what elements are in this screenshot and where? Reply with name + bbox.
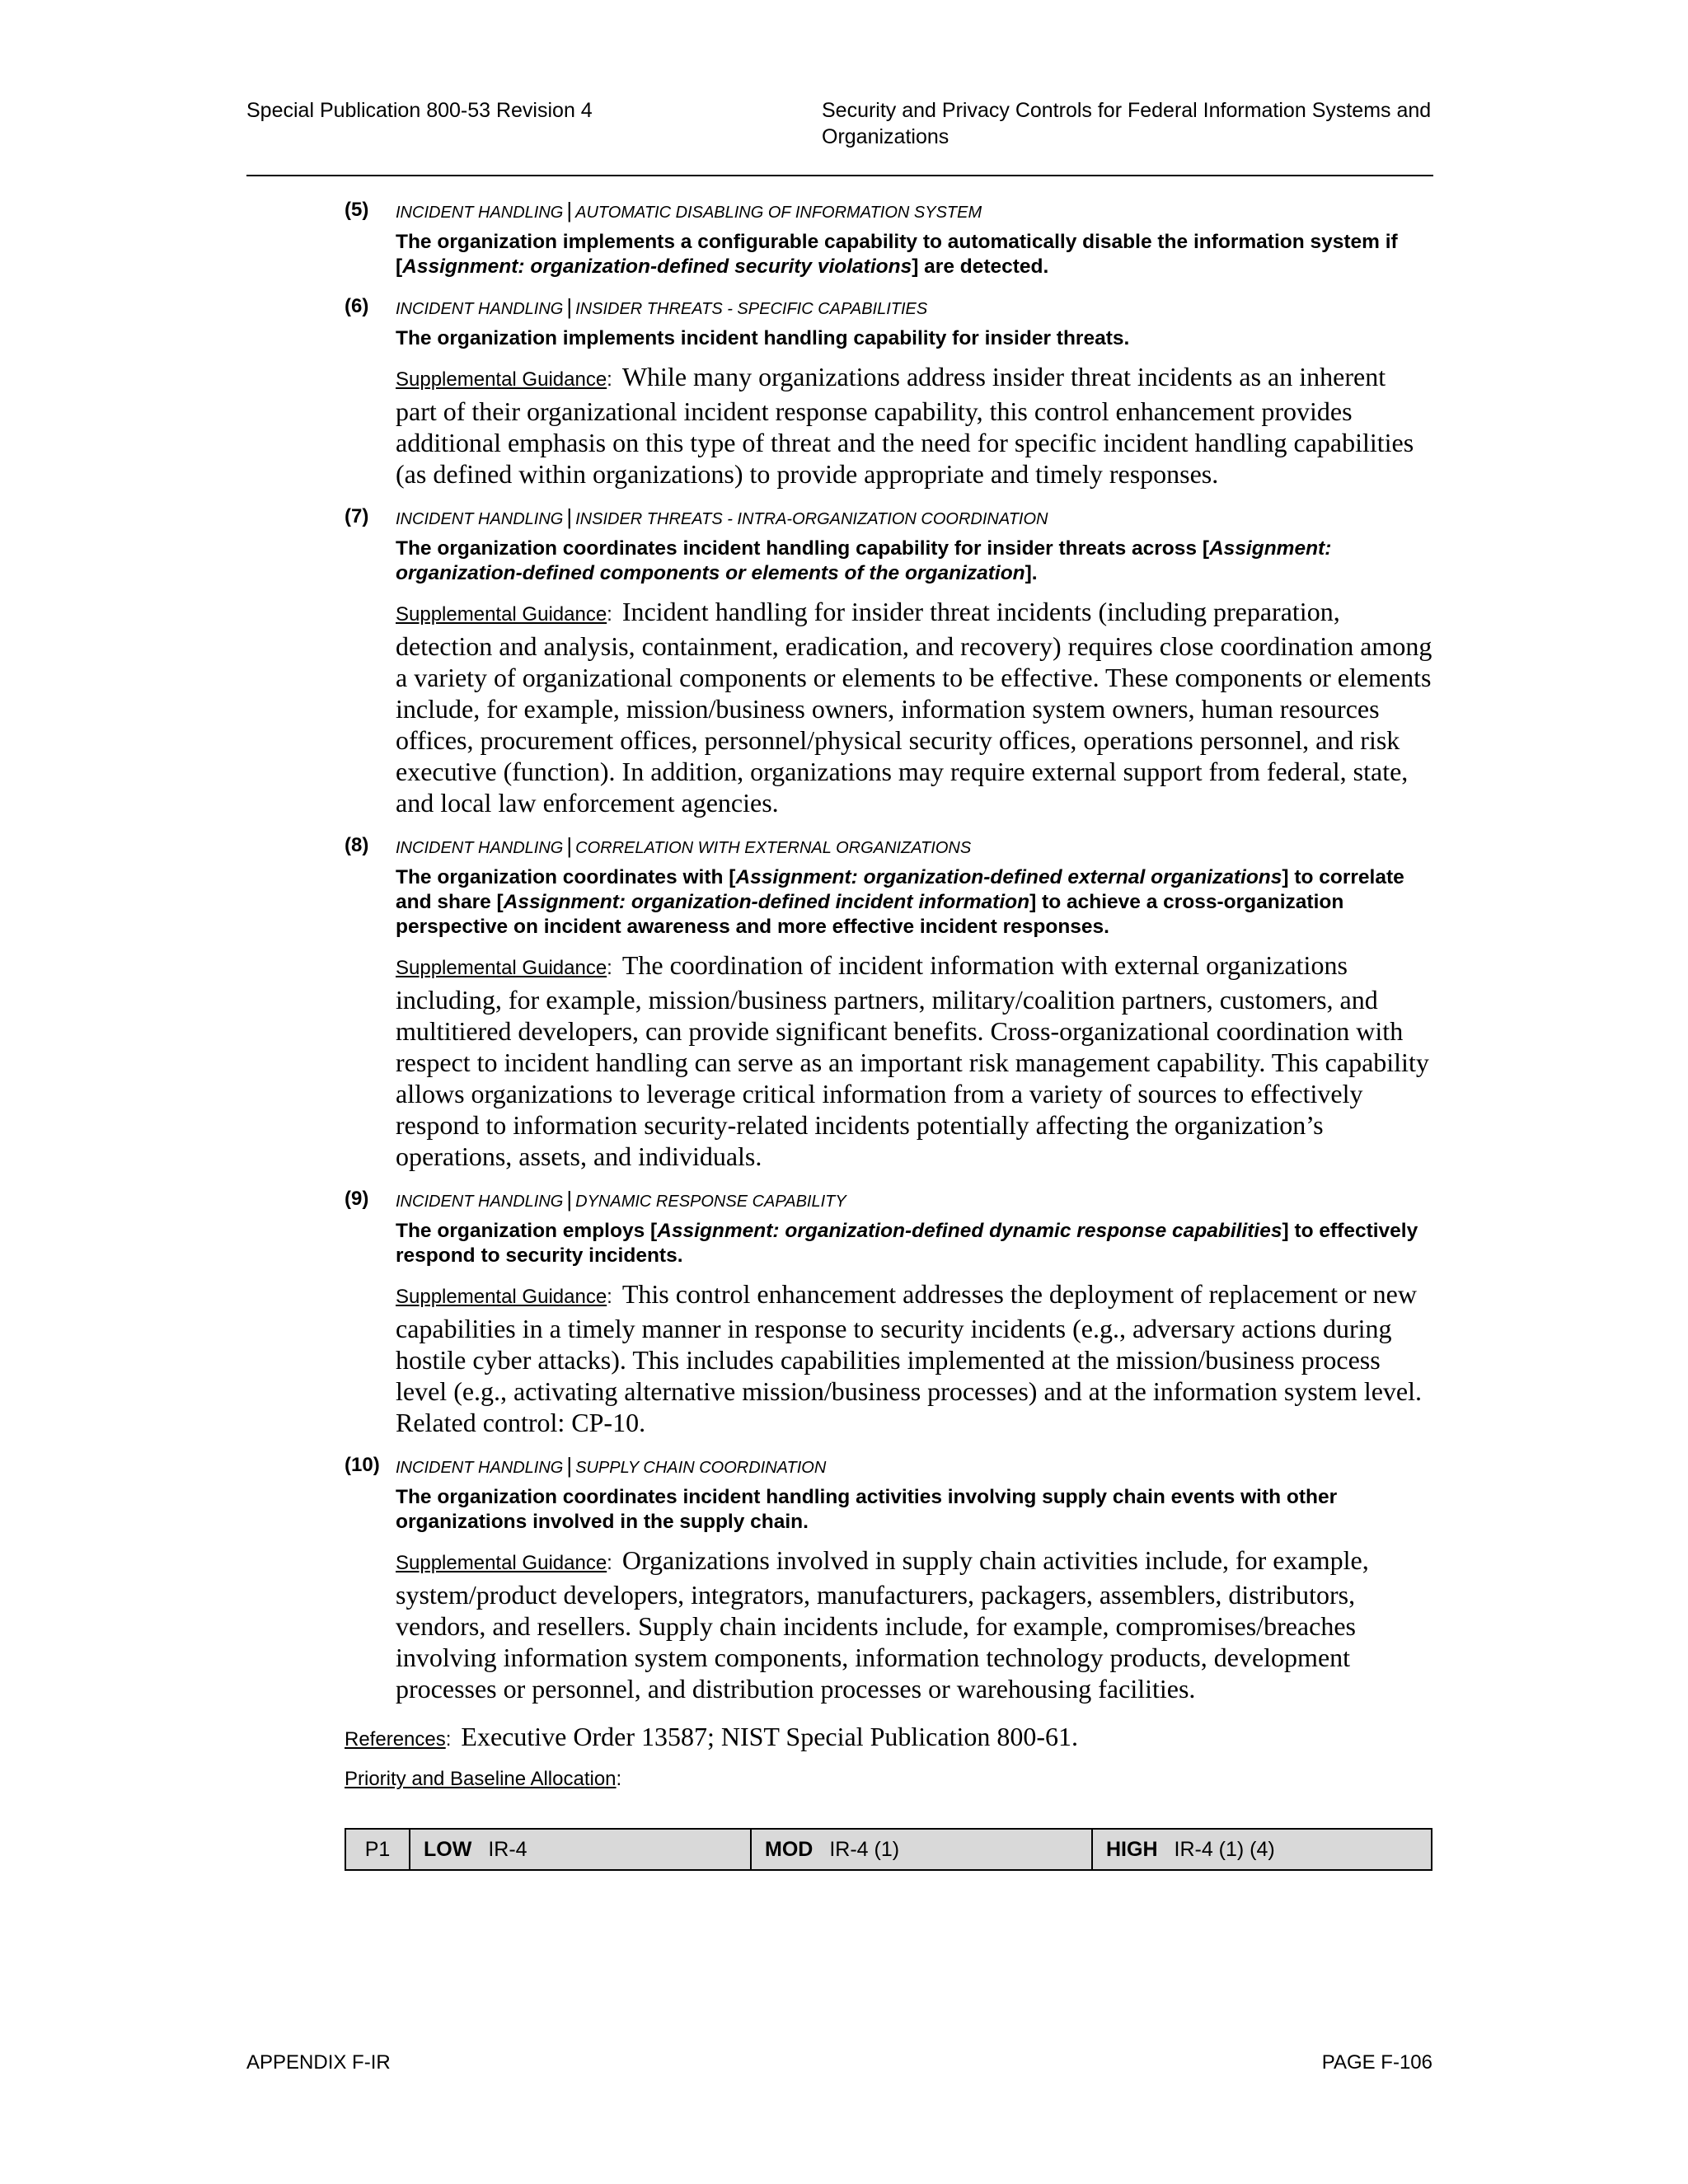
stmt-text: ] are detected.	[912, 255, 1049, 278]
guidance-colon: :	[607, 368, 612, 391]
guidance-text: This control enhancement addresses the deployment of replacement or new capabilities in a timely manner in response to security incidents (e.g., adversary actions during hostile cyber attacks). This includes capabilities implemented at the mission/business process level (e.g., activating alternative mission/business processes) and at the information system level. Related control: CP-10.	[396, 1279, 1422, 1437]
supplemental-guidance	[396, 361, 1432, 490]
supplemental-guidance	[396, 1278, 1432, 1438]
enhancement-title: INCIDENT HANDLING | AUTOMATIC DISABLING OF INFORMATION SYSTEM	[396, 198, 982, 223]
stmt-assignment: Assignment: organization-defined external organizations	[735, 866, 1282, 888]
stmt-assignment: Assignment: organization-defined incident information	[503, 891, 1030, 913]
guidance-label: Supplemental Guidance	[396, 957, 607, 979]
priority-allocation-heading	[345, 1767, 1432, 1792]
header-title: Security and Privacy Controls for Federal Information Systems and Organizations	[822, 99, 1432, 148]
enhancement-title: INCIDENT HANDLING | INSIDER THREATS - SPECIFIC CAPABILITIES	[396, 294, 928, 319]
stmt-assignment: Assignment: organization-defined components or elements of the organization	[396, 537, 1332, 584]
guidance-colon: :	[607, 1552, 612, 1574]
references-colon: :	[445, 1728, 452, 1750]
footer-appendix: APPENDIX F-IR	[246, 2051, 391, 2074]
enhancement-title: INCIDENT HANDLING | DYNAMIC RESPONSE CAPABILITY	[396, 1187, 846, 1212]
stmt-assignment: Assignment: organization-defined dynamic response capabilities	[657, 1220, 1282, 1242]
supplemental-guidance	[396, 1544, 1432, 1704]
title-name: SUPPLY CHAIN COORDINATION	[575, 1459, 827, 1477]
low-baseline-cell	[409, 1830, 750, 1869]
enhancement-statement	[396, 865, 1432, 940]
stmt-text: The organization coordinates incident handling capability for insider threats across [	[396, 537, 1209, 560]
guidance-colon: :	[607, 603, 612, 626]
enhancement-number: (10)	[345, 1454, 380, 1476]
moderate-baseline-cell	[750, 1830, 1091, 1869]
mod-value: IR-4 (1)	[829, 1838, 900, 1861]
title-base: INCIDENT HANDLING	[396, 510, 564, 528]
header-publication: Special Publication 800-53 Revision 4	[246, 99, 593, 122]
guidance-text: The coordination of incident information with external organizations including, for example, mission/business partners, military/coalition partners, customers, and multitiered developers, can provide significant benefits. Cross-organizational coordination with respect to incident handling can serve as an important risk management capability. This capability allows organizations to leverage critical information from a variety of sources to effectively respond to information security-related incidents potentially affecting the organization’s operations, assets, and individuals.	[396, 950, 1429, 1171]
control-enhancement-6	[345, 294, 1432, 490]
enhancement-statement	[396, 1485, 1432, 1535]
guidance-colon: :	[607, 1286, 612, 1308]
guidance-label: Supplemental Guidance	[396, 603, 607, 626]
stmt-text: The organization coordinates with [	[396, 866, 736, 888]
enhancement-number: (7)	[345, 505, 369, 527]
guidance-label: Supplemental Guidance	[396, 1286, 607, 1308]
stmt-text: ].	[1025, 562, 1038, 584]
enhancement-statement	[396, 1219, 1432, 1268]
stmt-text: ] to effectively respond to security incidents.	[396, 1220, 1418, 1267]
enhancement-title: INCIDENT HANDLING | CORRELATION WITH EXTERNAL ORGANIZATIONS	[396, 833, 972, 858]
high-value: IR-4 (1) (4)	[1174, 1838, 1275, 1861]
stmt-text: The organization employs [	[396, 1220, 658, 1242]
high-label: HIGH	[1106, 1838, 1158, 1861]
enhancement-number: (8)	[345, 834, 369, 856]
guidance-text: While many organizations address insider threat incidents as an inherent part of their organizational incident response capability, this control enhancement provides additional emphasis on this type of threat and the need for specific incident handling capabilities (as defined within organizations) to provide appropriate and timely responses.	[396, 362, 1414, 489]
stmt-text: The organization implements a configurable capability to automatically disable the information system if [	[396, 231, 1398, 278]
footer-page-number: PAGE F-106	[1321, 2051, 1432, 2074]
stmt-text: The organization coordinates incident handling activities involving supply chain events with other organizations involved in the supply chain.	[396, 1486, 1338, 1533]
control-enhancement-8	[345, 833, 1432, 1172]
enhancement-title: INCIDENT HANDLING | SUPPLY CHAIN COORDINATION	[396, 1453, 827, 1478]
title-base: INCIDENT HANDLING	[396, 204, 564, 222]
enhancement-number: (6)	[345, 295, 369, 317]
references-text: Executive Order 13587; NIST Special Publication 800-61.	[461, 1722, 1078, 1751]
references	[345, 1721, 1432, 1755]
guidance-label: Supplemental Guidance	[396, 368, 607, 391]
priority-cell: P1	[364, 1838, 391, 1861]
control-enhancement-9	[345, 1187, 1432, 1438]
control-enhancement-7	[345, 504, 1432, 818]
stmt-text: ] to achieve a cross-organization perspective on incident awareness and more effective incident responses.	[396, 891, 1344, 938]
low-value: IR-4	[488, 1838, 528, 1861]
title-name: AUTOMATIC DISABLING OF INFORMATION SYSTEM	[575, 204, 982, 222]
title-name: DYNAMIC RESPONSE CAPABILITY	[575, 1193, 846, 1211]
mod-label: MOD	[765, 1838, 814, 1861]
stmt-assignment: Assignment: organization-defined security violations	[402, 255, 912, 278]
supplemental-guidance	[396, 949, 1432, 1172]
title-name: CORRELATION WITH EXTERNAL ORGANIZATIONS	[575, 839, 972, 857]
priority-label: Priority and Baseline Allocation	[345, 1768, 617, 1790]
references-label: References	[345, 1728, 446, 1750]
control-enhancement-5	[345, 198, 1432, 279]
title-base: INCIDENT HANDLING	[396, 300, 564, 318]
low-label: LOW	[424, 1838, 472, 1861]
control-enhancement-10	[345, 1453, 1432, 1704]
header-rule	[246, 175, 1433, 176]
supplemental-guidance	[396, 596, 1432, 818]
stmt-text: ] to correlate and share [	[396, 866, 1404, 913]
title-base: INCIDENT HANDLING	[396, 839, 564, 857]
baseline-allocation-table	[345, 1828, 1432, 1871]
priority-colon: :	[616, 1768, 622, 1790]
guidance-label: Supplemental Guidance	[396, 1552, 607, 1574]
guidance-text: Organizations involved in supply chain activities include, for example, system/product developers, integrators, manufacturers, packagers, assemblers, distributors, vendors, and resellers. Supply chain incidents include, for example, compromises/breaches involving information system components, information technology products, development processes or personnel, and distribution processes or warehousing facilities.	[396, 1545, 1369, 1704]
title-name: INSIDER THREATS - INTRA-ORGANIZATION COORDINATION	[575, 510, 1048, 528]
title-base: INCIDENT HANDLING	[396, 1459, 564, 1477]
stmt-text: The organization implements incident handling capability for insider threats.	[396, 327, 1130, 349]
enhancement-statement	[396, 230, 1432, 279]
guidance-colon: :	[607, 957, 612, 979]
enhancement-statement	[396, 537, 1432, 586]
high-baseline-cell	[1091, 1830, 1431, 1869]
enhancement-number: (9)	[345, 1188, 369, 1210]
title-base: INCIDENT HANDLING	[396, 1193, 564, 1211]
enhancement-number: (5)	[345, 199, 369, 221]
page-body	[345, 198, 1432, 1792]
title-name: INSIDER THREATS - SPECIFIC CAPABILITIES	[575, 300, 928, 318]
guidance-text: Incident handling for insider threat incidents (including preparation, detection and analysis, containment, eradication, and recovery) requires close coordination among a variety of organizational components or elements to be effective. These components or elements include, for example, mission/business owners, information system owners, human resources offices, procurement offices, personnel/physical security offices, operations personnel, and risk executive (function). In addition, organizations may require external support from federal, state, and local law enforcement agencies.	[396, 597, 1432, 818]
enhancement-statement	[396, 326, 1432, 351]
enhancement-title: INCIDENT HANDLING | INSIDER THREATS - INTRA-ORGANIZATION COORDINATION	[396, 504, 1048, 529]
